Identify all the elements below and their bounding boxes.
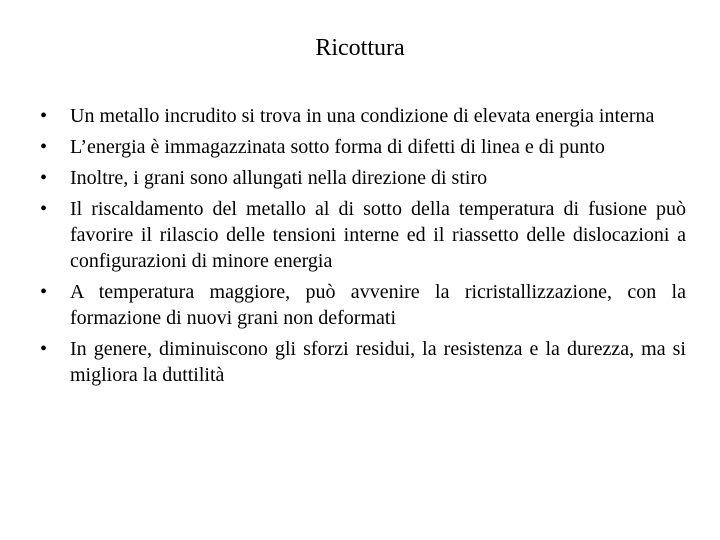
slide-title: Ricottura xyxy=(315,35,405,61)
bullet-icon: • xyxy=(40,338,48,360)
bullet-text: Il riscaldamento del metallo al di sotto della temperatura di fusione può favorire il rilascio delle tensioni interne ed il riassetto delle dislocazioni a configurazioni di minore energia xyxy=(70,198,686,272)
bullet-item xyxy=(40,196,686,274)
bullet-icon: • xyxy=(40,281,48,303)
bullet-icon: • xyxy=(40,198,48,220)
bullet-item xyxy=(40,165,686,191)
bullet-icon: • xyxy=(40,136,48,158)
bullet-text: Un metallo incrudito si trova in una condizione di elevata energia interna xyxy=(70,105,655,127)
bullet-text: L’energia è immagazzinata sotto forma di difetti di linea e di punto xyxy=(70,136,605,158)
bullet-item xyxy=(40,279,686,331)
bullet-list xyxy=(40,103,686,393)
bullet-text: A temperatura maggiore, può avvenire la ricristallizzazione, con la formazione di nuovi grani non deformati xyxy=(70,281,686,329)
bullet-icon: • xyxy=(40,105,48,127)
bullet-text: Inoltre, i grani sono allungati nella direzione di stiro xyxy=(70,167,488,189)
bullet-item xyxy=(40,103,686,129)
bullet-icon: • xyxy=(40,167,48,189)
bullet-text: In genere, diminuiscono gli sforzi residui, la resistenza e la durezza, ma si migliora la duttilità xyxy=(70,338,686,386)
bullet-item xyxy=(40,336,686,388)
bullet-item xyxy=(40,134,686,160)
